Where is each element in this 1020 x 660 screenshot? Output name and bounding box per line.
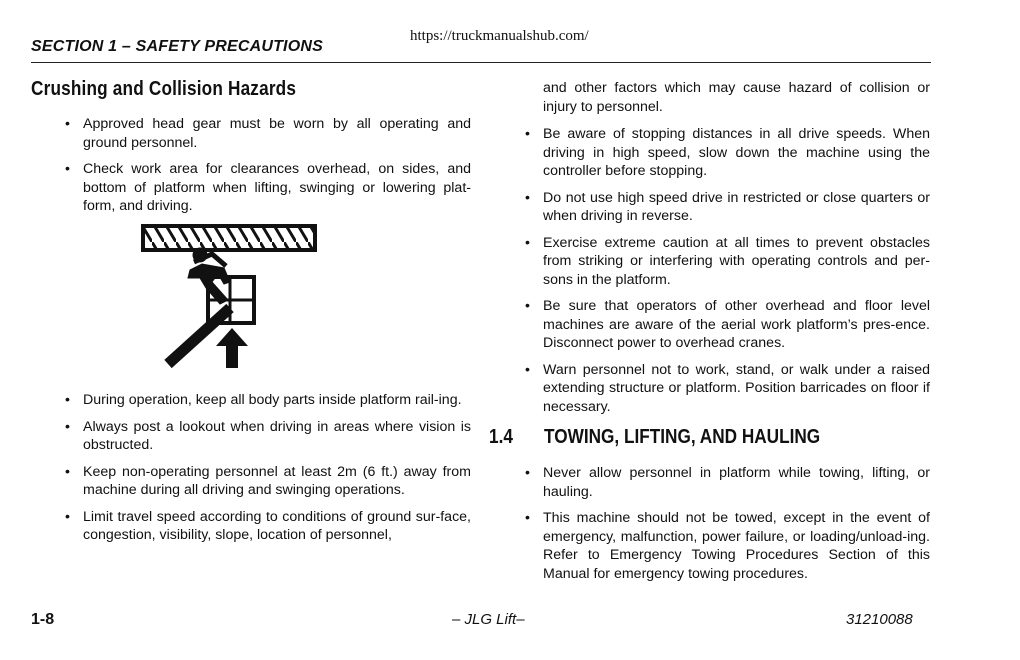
bullet-list-left-bottom bbox=[65, 391, 471, 545]
list-item-text: Always post a lookout when driving in areas where vision is obstructed. bbox=[83, 418, 471, 453]
list-item-text: Warn personnel not to work, stand, or walk under a raised extending structure or platform. Position barricades on floor if necessary. bbox=[543, 361, 930, 415]
list-item-text: This machine should not be towed, except in the event of emergency, malfunction, power failure, or loading/unload-ing. Refer to Emergency Towing Procedures Section of this Manual for emergency towing procedures. bbox=[543, 510, 930, 582]
header-rule bbox=[31, 62, 931, 63]
document-number: 31210088 bbox=[846, 611, 913, 628]
left-column-top bbox=[65, 115, 471, 224]
list-item-text: Keep non-operating personnel at least 2m (6 ft.) away from machine during all driving and swinging operations. bbox=[83, 463, 471, 498]
list-item bbox=[525, 509, 930, 583]
list-item bbox=[65, 418, 471, 455]
source-url: https://truckmanualshub.com/ bbox=[410, 28, 589, 44]
list-item-text: Be sure that operators of other overhead and floor level machines are aware of the aerial work platform’s pres-ence. Disconnect power to overhead cranes. bbox=[543, 298, 930, 351]
list-item bbox=[65, 391, 471, 410]
list-item-text: Check work area for clearances overhead, on sides, and bottom of platform when lifting, swinging or lowering plat-form, and driving. bbox=[83, 161, 471, 214]
bullet-icon: • bbox=[65, 161, 70, 177]
left-column-bottom bbox=[65, 391, 471, 553]
list-item bbox=[65, 160, 471, 216]
bullet-icon: • bbox=[525, 510, 530, 526]
list-item-text: Exercise extreme caution at all times to prevent obstacles from striking or interfering with operating controls and per-sons in the platform. bbox=[543, 234, 930, 288]
right-column bbox=[525, 125, 930, 424]
bullet-icon: • bbox=[525, 465, 530, 481]
list-item bbox=[65, 508, 471, 545]
subsection-number: 1.4 bbox=[489, 426, 513, 448]
up-arrow bbox=[216, 328, 248, 368]
list-item bbox=[525, 125, 930, 181]
list-item-text: During operation, keep all body parts inside platform rail-ing. bbox=[83, 392, 462, 408]
subsection-heading bbox=[489, 426, 820, 449]
section-title: SECTION 1 – SAFETY PRECAUTIONS bbox=[31, 38, 323, 55]
list-item bbox=[65, 463, 471, 500]
list-item-text: Be aware of stopping distances in all drive speeds. When driving in high speed, slow down the machine using the controller before stopping. bbox=[543, 126, 930, 179]
bullet-icon: • bbox=[65, 463, 70, 480]
list-item bbox=[525, 189, 930, 226]
list-item bbox=[525, 297, 930, 353]
boom-arm bbox=[168, 308, 230, 364]
bullet-icon: • bbox=[65, 116, 70, 132]
bullet-icon: • bbox=[525, 189, 530, 206]
list-item-text: Do not use high speed drive in restricted or close quarters or when driving in reverse. bbox=[543, 189, 930, 224]
page-heading: Crushing and Collision Hazards bbox=[31, 78, 297, 100]
bullet-icon: • bbox=[525, 361, 530, 378]
list-item bbox=[65, 115, 471, 152]
subsection-body bbox=[525, 464, 930, 591]
list-item bbox=[525, 361, 930, 417]
list-item-text: Approved head gear must be worn by all operating and ground personnel. bbox=[83, 116, 471, 151]
bullet-icon: • bbox=[525, 298, 530, 314]
bullet-list-subsection bbox=[525, 464, 930, 583]
bullet-icon: • bbox=[65, 418, 70, 435]
list-item-text: Limit travel speed according to conditions of ground sur-face, congestion, visibility, slope, location of personnel, bbox=[83, 508, 471, 543]
continuation-text: and other factors which may cause hazard of collision or injury to personnel. bbox=[543, 80, 930, 115]
bullet-list-right bbox=[525, 125, 930, 416]
bullet-icon: • bbox=[525, 126, 530, 142]
footer-publisher: – JLG Lift– bbox=[452, 611, 525, 628]
bullet-list-left-top bbox=[65, 115, 471, 216]
overhead-beam bbox=[143, 226, 315, 250]
subsection-title: TOWING, LIFTING, AND HAULING bbox=[544, 426, 821, 448]
page-number: 1-8 bbox=[31, 611, 55, 628]
bullet-icon: • bbox=[65, 508, 70, 525]
list-item bbox=[525, 464, 930, 501]
crushing-hazard-illustration bbox=[140, 222, 320, 374]
bullet-icon: • bbox=[65, 392, 70, 408]
list-item-text: Never allow personnel in platform while towing, lifting, or hauling. bbox=[543, 465, 930, 500]
list-item bbox=[525, 234, 930, 290]
bullet-icon: • bbox=[525, 234, 530, 251]
